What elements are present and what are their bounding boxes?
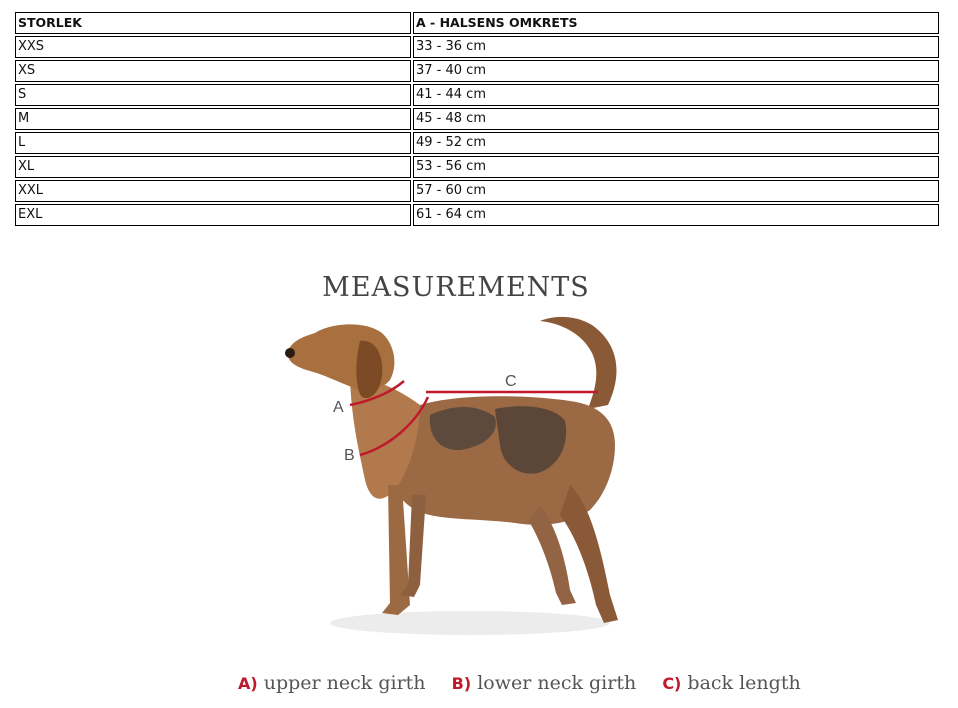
measure-label-c: C (505, 373, 517, 390)
table-row (15, 60, 939, 82)
dog-tail (540, 317, 616, 409)
size-cell: S (15, 84, 411, 106)
size-cell: XS (15, 60, 411, 82)
legend-key-b: B) (451, 674, 472, 693)
measurement-legend (238, 672, 801, 694)
size-cell: XXL (15, 180, 411, 202)
legend-text-c: back length (687, 672, 801, 694)
table-row (15, 180, 939, 202)
table-row (15, 132, 939, 154)
measurement-cell: 37 - 40 cm (413, 60, 939, 82)
table-header-row (15, 12, 939, 34)
legend-key-a: A) (238, 674, 258, 693)
legend-text-b: lower neck girth (477, 672, 637, 694)
legend-key-c: C) (662, 674, 682, 693)
measurements-title: MEASUREMENTS (322, 272, 590, 303)
measurement-cell: 49 - 52 cm (413, 132, 939, 154)
measurement-cell: 57 - 60 cm (413, 180, 939, 202)
table-row (15, 156, 939, 178)
measure-label-b: B (344, 447, 355, 464)
size-table (13, 10, 941, 228)
dog-measurement-illustration (270, 305, 650, 655)
measurement-cell: 53 - 56 cm (413, 156, 939, 178)
table-row (15, 204, 939, 226)
dog-nose (285, 348, 295, 358)
column-header-neck-circumference: A - HALSENS OMKRETS (413, 12, 939, 34)
size-cell: XL (15, 156, 411, 178)
legend-text-a: upper neck girth (263, 672, 426, 694)
size-cell: M (15, 108, 411, 130)
column-header-size: STORLEK (15, 12, 411, 34)
size-cell: EXL (15, 204, 411, 226)
floor-shadow (330, 611, 610, 635)
measure-label-a: A (333, 399, 344, 416)
table-row (15, 108, 939, 130)
measurement-cell: 33 - 36 cm (413, 36, 939, 58)
table-row (15, 84, 939, 106)
measurement-cell: 61 - 64 cm (413, 204, 939, 226)
measurement-cell: 45 - 48 cm (413, 108, 939, 130)
size-cell: L (15, 132, 411, 154)
table-row (15, 36, 939, 58)
size-cell: XXS (15, 36, 411, 58)
measurement-cell: 41 - 44 cm (413, 84, 939, 106)
